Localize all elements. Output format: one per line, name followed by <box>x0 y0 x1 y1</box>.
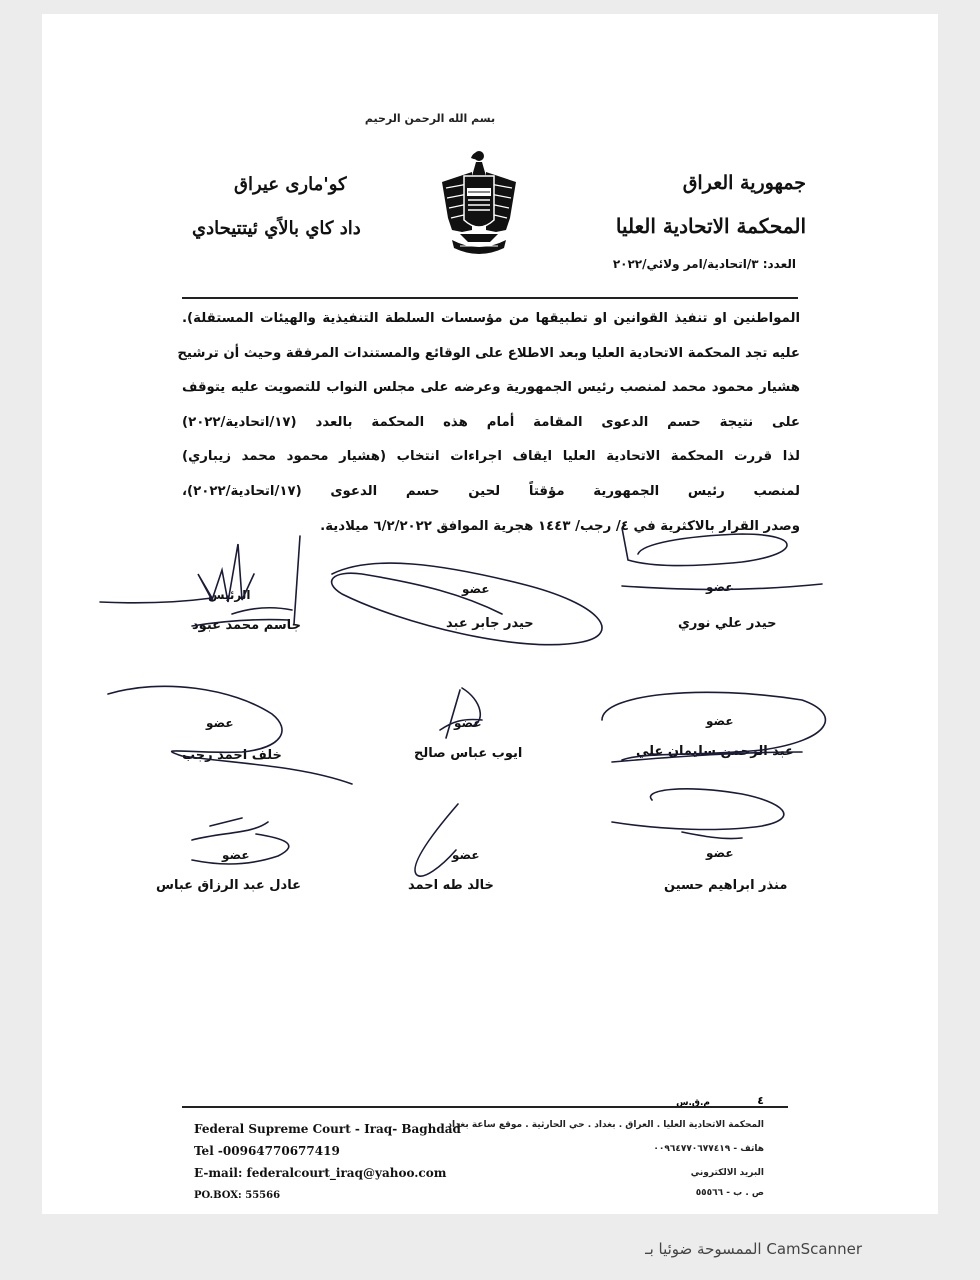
signatory-role: الرئيس <box>208 588 251 602</box>
signatory-name: جاسم محمد عبود <box>192 618 301 633</box>
document-page <box>42 14 938 1214</box>
signature-row2-left <box>108 686 352 784</box>
reference-number: العدد: ٣/اتحادية/امر ولائي/٢٠٢٢ <box>612 257 796 271</box>
signature-president-2 <box>192 536 300 626</box>
signatory-role: عضو <box>706 714 734 728</box>
scanner-watermark: CamScanner الممسوحة ضوئيا بـ <box>645 1240 862 1258</box>
signature-row1-middle <box>332 563 602 645</box>
page-marker: ٤ <box>757 1094 764 1107</box>
court-name-arabic: المحكمة الاتحادية العليا <box>615 214 806 238</box>
signatory-name: حيدر جابر عبد <box>446 616 534 631</box>
signatory-name: حيدر علي نوري <box>678 616 777 631</box>
signatory-role: عضو <box>452 848 480 862</box>
signatory-name: ايوب عباس صالح <box>414 746 523 761</box>
signature-row2-middle <box>440 688 482 738</box>
signature-president <box>100 544 292 614</box>
signatory-name: خالد طه احمد <box>408 878 494 893</box>
signature-row3-right <box>612 789 784 839</box>
basmala: بسم الله الرحمن الرحيم <box>364 112 496 125</box>
signatory-name: منذر ابراهيم حسين <box>664 878 788 893</box>
signatory-role: عضو <box>462 582 490 596</box>
iraq-emblem-icon <box>438 142 520 262</box>
signatory-name: عادل عبد الرزاق عباس <box>156 878 301 893</box>
footer-pobox: PO.BOX: 55566 <box>194 1190 281 1201</box>
court-name-kurdish: داد كاي بالاًي ئيتتيحادي <box>192 218 361 239</box>
footer-telephone-arabic: هاتف - ٠٠٩٦٤٧٧٠٦٧٧٤١٩ <box>653 1144 764 1154</box>
signatory-name: خلف احمد رجب <box>182 748 282 763</box>
signatory-role: عضو <box>454 716 482 730</box>
footer-court-name: Federal Supreme Court - Iraq- Baghdad <box>194 1122 461 1136</box>
body-line: لذا قررت المحكمة الاتحادية العليا ايقاف اجراءات انتخاب (هشيار محمود محمد زيباري) <box>182 449 800 465</box>
signatory-name: عبد الرحمن سليمان علي <box>636 744 794 759</box>
body-line: على نتيجة حسم الدعوى المقامة أمام هذه المحكمة بالعدد (١٧/اتحادية/٢٠٢٢) <box>182 414 800 430</box>
signatory-role: عضو <box>206 716 234 730</box>
signatory-role: عضو <box>222 848 250 862</box>
signatory-role: عضو <box>706 846 734 860</box>
body-line: لمنصب رئيس الجمهورية مؤقتاً لحين حسم الدعوى (١٧/اتحادية/٢٠٢٢)، <box>182 483 800 499</box>
page-marker-note: م.ق.س <box>676 1098 710 1108</box>
footer-telephone: Tel -00964770677419 <box>194 1144 340 1158</box>
footer-pobox-arabic: ص . ب - ٥٥٥٦٦ <box>695 1188 764 1198</box>
footer-address-arabic: المحكمة الاتحادية العليا . العراق . بغداد . حي الحارثية . موقع ساعة بغداد <box>447 1120 764 1130</box>
footer-email: E-mail: federalcourt_iraq@yahoo.com <box>194 1166 447 1180</box>
order-body <box>177 302 800 544</box>
country-name-kurdish: كو'مارى عيراق <box>234 174 347 195</box>
body-line: عليه تجد المحكمة الاتحادية العليا وبعد الاطلاع على الوقائع والمستندات المرفقة وحيث أن ترشيح <box>177 345 800 361</box>
country-name-arabic: جمهورية العراق <box>682 172 806 194</box>
header-divider <box>182 297 798 299</box>
footer-divider <box>182 1106 788 1108</box>
footer-email-arabic: البريد الالكتروني <box>690 1168 764 1178</box>
body-line: المواطنين او تنفيذ القوانين او تطبيقها من مؤسسات السلطة التنفيذية والهيئات المستقلة). <box>182 311 800 326</box>
signature-row3-middle <box>415 804 458 876</box>
body-line: هشيار محمود محمد لمنصب رئيس الجمهورية وعرضه على مجلس النواب للتصويت عليه يتوقف <box>182 380 800 396</box>
body-line: وصدر القرار بالاكثرية في ٤/ رجب/ ١٤٤٣ هجرية الموافق ٦/٢/٢٠٢٢ ميلادية. <box>320 518 800 534</box>
signatory-role: عضو <box>706 580 734 594</box>
